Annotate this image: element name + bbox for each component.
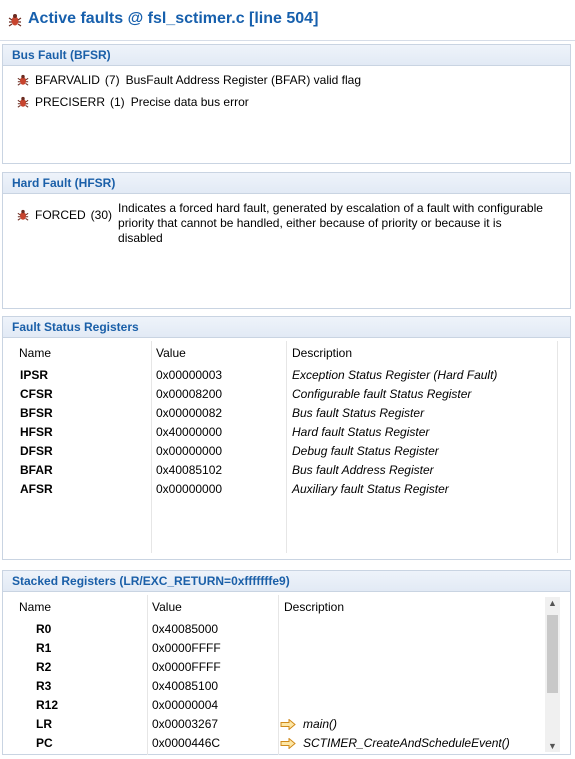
scroll-up-icon[interactable]: ▲	[548, 598, 557, 608]
bug-icon	[8, 13, 22, 27]
bug-icon	[17, 74, 29, 86]
register-value: 0x00000004	[152, 698, 219, 712]
fault-code: PRECISERR	[35, 95, 106, 109]
column-header-name[interactable]: Name	[19, 600, 52, 614]
fault-code: BFARVALID	[35, 73, 100, 87]
arrow-right-icon	[280, 738, 296, 749]
register-name: BFAR	[20, 463, 53, 477]
register-name: R12	[36, 698, 59, 712]
register-value: 0x00000003	[156, 368, 223, 382]
fault-code: FORCED	[35, 208, 86, 222]
bug-icon	[17, 209, 29, 221]
column-header-value[interactable]: Value	[152, 600, 182, 614]
register-description: Bus fault Status Register	[292, 406, 425, 420]
stacked-registers-section	[2, 570, 571, 755]
bus-fault-header: Bus Fault (BFSR)	[3, 45, 570, 66]
register-name: R2	[36, 660, 52, 674]
register-value: 0x0000FFFF	[152, 660, 221, 674]
register-name: IPSR	[20, 368, 49, 382]
register-value: 0x00008200	[156, 387, 223, 401]
register-description: Exception Status Register (Hard Fault)	[292, 368, 498, 382]
column-header-value[interactable]: Value	[156, 346, 186, 360]
register-name: R0	[36, 622, 52, 636]
register-name: PC	[36, 736, 53, 750]
register-value: 0x40085102	[156, 463, 223, 477]
register-value: 0x0000446C	[152, 736, 221, 750]
stack-frame-link[interactable]: main()	[303, 717, 338, 731]
register-value: 0x0000FFFF	[152, 641, 221, 655]
bus-fault-section	[2, 44, 571, 164]
register-name: CFSR	[20, 387, 53, 401]
fault-status-header: Fault Status Registers	[3, 317, 570, 338]
scrollbar-thumb[interactable]	[547, 615, 558, 693]
column-header-description[interactable]: Description	[292, 346, 353, 360]
register-description: Configurable fault Status Register	[292, 387, 472, 401]
view-title-bar	[0, 0, 575, 41]
register-value: 0x00000082	[156, 406, 223, 420]
register-description: Debug fault Status Register	[292, 444, 439, 458]
register-description: Bus fault Address Register	[292, 463, 434, 477]
column-divider	[151, 341, 152, 553]
register-name: BFSR	[20, 406, 53, 420]
bug-icon	[17, 96, 29, 108]
column-header-description[interactable]: Description	[284, 600, 345, 614]
register-name: AFSR	[20, 482, 53, 496]
fault-bit: (7)	[104, 73, 120, 87]
column-header-name[interactable]: Name	[19, 346, 52, 360]
hard-fault-section	[2, 172, 571, 309]
column-divider	[557, 341, 558, 553]
register-name: R3	[36, 679, 52, 693]
fault-row	[17, 201, 548, 246]
register-description: Auxiliary fault Status Register	[292, 482, 449, 496]
fault-description: Indicates a forced hard fault, generated by escalation of a fault with configurable priority that cannot be handled, either because of priority or because it is disabled	[118, 201, 543, 245]
register-name: LR	[36, 717, 52, 731]
fault-row	[17, 95, 249, 109]
fault-description: Precise data bus error	[130, 95, 249, 109]
register-value: 0x40000000	[156, 425, 223, 439]
arrow-right-icon	[280, 719, 296, 730]
register-value: 0x40085000	[152, 622, 219, 636]
stack-frame-link[interactable]: SCTIMER_CreateAndScheduleEvent()	[303, 736, 510, 750]
scroll-down-icon[interactable]: ▼	[548, 741, 557, 751]
register-value: 0x00000000	[156, 444, 223, 458]
register-name: DFSR	[20, 444, 53, 458]
page-title: Active faults @ fsl_sctimer.c [line 504]	[28, 10, 319, 27]
register-name: R1	[36, 641, 52, 655]
column-divider	[278, 595, 279, 755]
register-value: 0x00003267	[152, 717, 219, 731]
register-value: 0x40085100	[152, 679, 219, 693]
column-divider	[147, 595, 148, 755]
fault-bit: (1)	[110, 95, 125, 109]
fault-status-section	[2, 316, 571, 560]
fault-row	[17, 73, 361, 87]
hard-fault-header: Hard Fault (HFSR)	[3, 173, 570, 194]
column-divider	[286, 341, 287, 553]
register-name: HFSR	[20, 425, 53, 439]
fault-description: BusFault Address Register (BFAR) valid flag	[125, 73, 362, 87]
register-value: 0x00000000	[156, 482, 223, 496]
vertical-scrollbar[interactable]	[545, 597, 560, 752]
stacked-registers-header: Stacked Registers (LR/EXC_RETURN=0xfffffffe9)	[3, 571, 570, 592]
register-description: Hard fault Status Register	[292, 425, 430, 439]
fault-bit: (30)	[90, 208, 113, 222]
